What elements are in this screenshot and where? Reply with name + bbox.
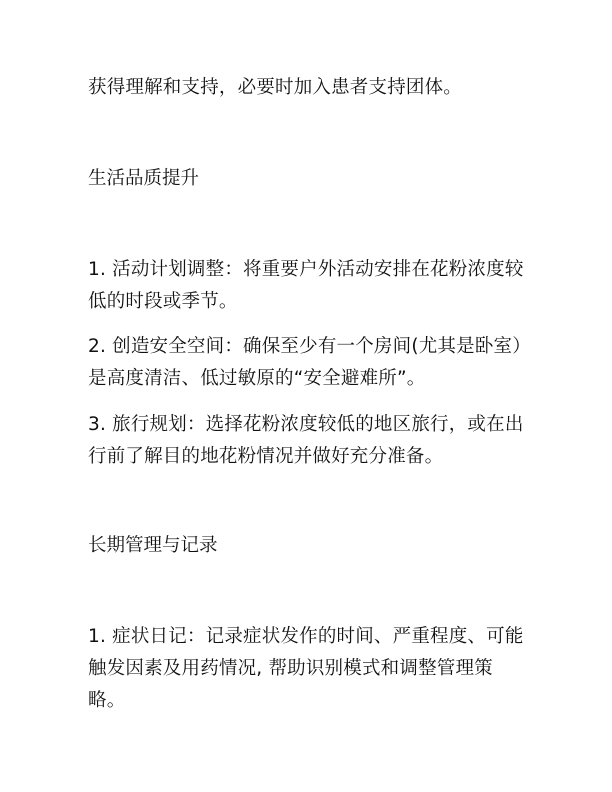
list-item-safe-space: 2. 创造安全空间：确保至少有一个房间(尤其是卧室）是高度清洁、低过敏原的“安全避难所”。 xyxy=(88,336,522,389)
section-heading-quality-of-life: 生活品质提升 xyxy=(88,168,200,189)
list-item-symptom-diary: 1. 症状日记：记录症状发作的时间、严重程度、可能触发因素及用药情况, 帮助识别模式和调整管理策略。 xyxy=(88,626,524,711)
list-item-activity-planning: 1. 活动计划调整：将重要户外活动安排在花粉浓度较低的时段或季节。 xyxy=(88,259,524,312)
list-item-travel-planning: 3. 旅行规划：选择花粉浓度较低的地区旅行，或在出行前了解目的地花粉情况并做好充分准备。 xyxy=(88,414,524,467)
section-heading-long-term-management: 长期管理与记录 xyxy=(88,535,218,556)
paragraph-support: 获得理解和支持，必要时加入患者支持团体。 xyxy=(88,77,463,98)
